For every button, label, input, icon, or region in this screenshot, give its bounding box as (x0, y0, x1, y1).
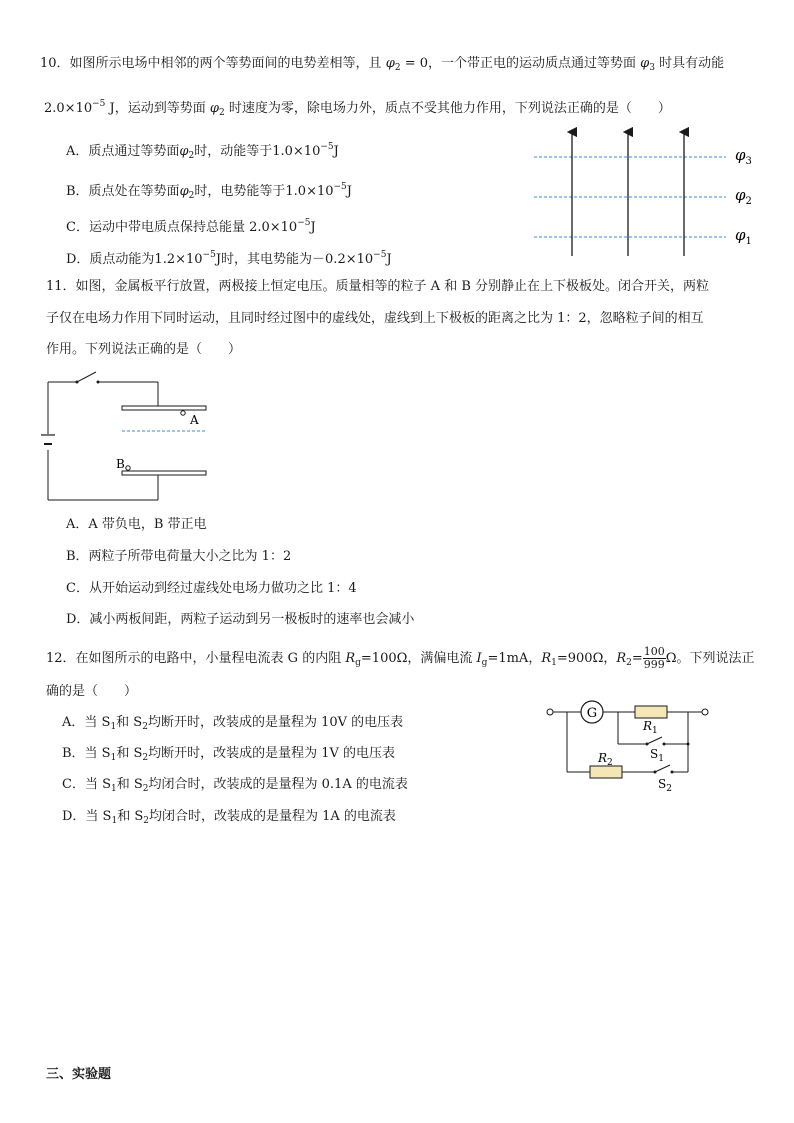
terminal-right (702, 709, 708, 715)
particle-b (126, 466, 130, 470)
q10-stem-line1: 10．如图所示电场中相邻的两个等势面间的电势差相等，且 $\varphi_2 = 0$，一个带正电的运动质点通过等势面 $\varphi_3$ 时具有动能 (40, 56, 725, 73)
label-s2: $S_2$ (658, 777, 672, 794)
q12-stem-line1: 12．在如图所示的电路中，小量程电流表 G 的内阻 $R_g=100\Omega$，满偏电流 $I_g=1mA$，$R_1=900\Omega$，$R_2=$ $\frac{100}{999}$ Ω。下列说法正 (46, 645, 755, 671)
r2-fraction: $\frac{100}{999}$ (643, 645, 665, 671)
label-phi3: $\varphi_3$ (735, 146, 752, 167)
lower-plate (122, 471, 206, 475)
q10-stem-line2: $2.0\times 10^{-5}$ J，运动到等势面 $\varphi_2$ 时速度为零，除电场力外，质点不受其他力作用，下列说法正确的是（ ） (44, 99, 671, 118)
q12-option-a: A．当 $S_1$和 $S_2$均断开时，改装成的是量程为 10V 的电压表 (62, 715, 404, 732)
label-phi2: $\varphi_2$ (735, 186, 752, 207)
q12-option-d: D．当 $S_1$和 $S_2$均闭合时，改装成的是量程为 1A 的电流表 (62, 809, 396, 826)
q11-option-d: D．减小两板间距，两粒子运动到另一极板时的速率也会减小 (66, 612, 415, 627)
label-s1: $S_1$ (650, 747, 664, 764)
q11-plates-figure (40, 368, 220, 506)
q12-stem-line2: 确的是（ ） (46, 684, 138, 699)
q10-option-b: B．质点处在等势面$\varphi_2$时，电势能等于$1.0\times 10^{-5}J$ (66, 182, 353, 201)
q12-option-b: B．当 $S_1$和 $S_2$均断开时，改装成的是量程为 1V 的电压表 (62, 746, 396, 763)
particle-a (181, 411, 185, 415)
label-b: B (116, 457, 125, 471)
q11-option-a: A．A 带负电，B 带正电 (66, 517, 207, 532)
label-r2: $R_2$ (598, 751, 613, 768)
resistor-r1 (635, 706, 667, 718)
q10-option-a: A．质点通过等势面$\varphi_2$时，动能等于$1.0\times 10^{-5}J$ (66, 142, 339, 161)
label-r1: $R_1$ (643, 719, 658, 736)
switch-s2-lever (655, 765, 670, 772)
label-phi1: $\varphi_1$ (735, 226, 752, 247)
q10-option-d: D．质点动能为$1.2\times 10^{-5}J$时，其电势能为$-0.2\times 10^{-5}J$ (66, 250, 392, 267)
q10-option-c: C．运动中带电质点保持总能量 $2.0\times 10^{-5}J$ (66, 218, 316, 235)
q12-circuit-figure (540, 696, 716, 796)
q10-field-figure (530, 122, 762, 262)
q12-option-c: C．当 $S_1$和 $S_2$均闭合时，改装成的是量程为 0.1A 的电流表 (62, 777, 408, 794)
q11-stem-line2: 子仅在电场力作用下同时运动，且同时经过图中的虚线处，虚线到上下极板的距离之比为 1：2，忽略粒子间的相互 (46, 311, 704, 326)
label-g: G (586, 706, 598, 721)
upper-plate (122, 406, 206, 410)
label-a: A (190, 413, 199, 427)
terminal-left (547, 709, 553, 715)
switch-lever (77, 372, 96, 382)
q11-option-c: C．从开始运动到经过虚线处电场力做功之比 1：4 (66, 581, 357, 596)
switch-s1-lever (647, 737, 662, 744)
q11-stem-line1: 11．如图，金属板平行放置，两极接上恒定电压。质量相等的粒子 A 和 B 分别静止在上下极板处。闭合开关，两粒 (46, 279, 710, 294)
q11-stem-line3: 作用。下列说法正确的是（ ） (46, 342, 242, 357)
q11-option-b: B．两粒子所带电荷量大小之比为 1：2 (66, 549, 292, 564)
section-title-experiment: 三、实验题 (46, 1067, 112, 1082)
resistor-r2 (590, 766, 622, 778)
